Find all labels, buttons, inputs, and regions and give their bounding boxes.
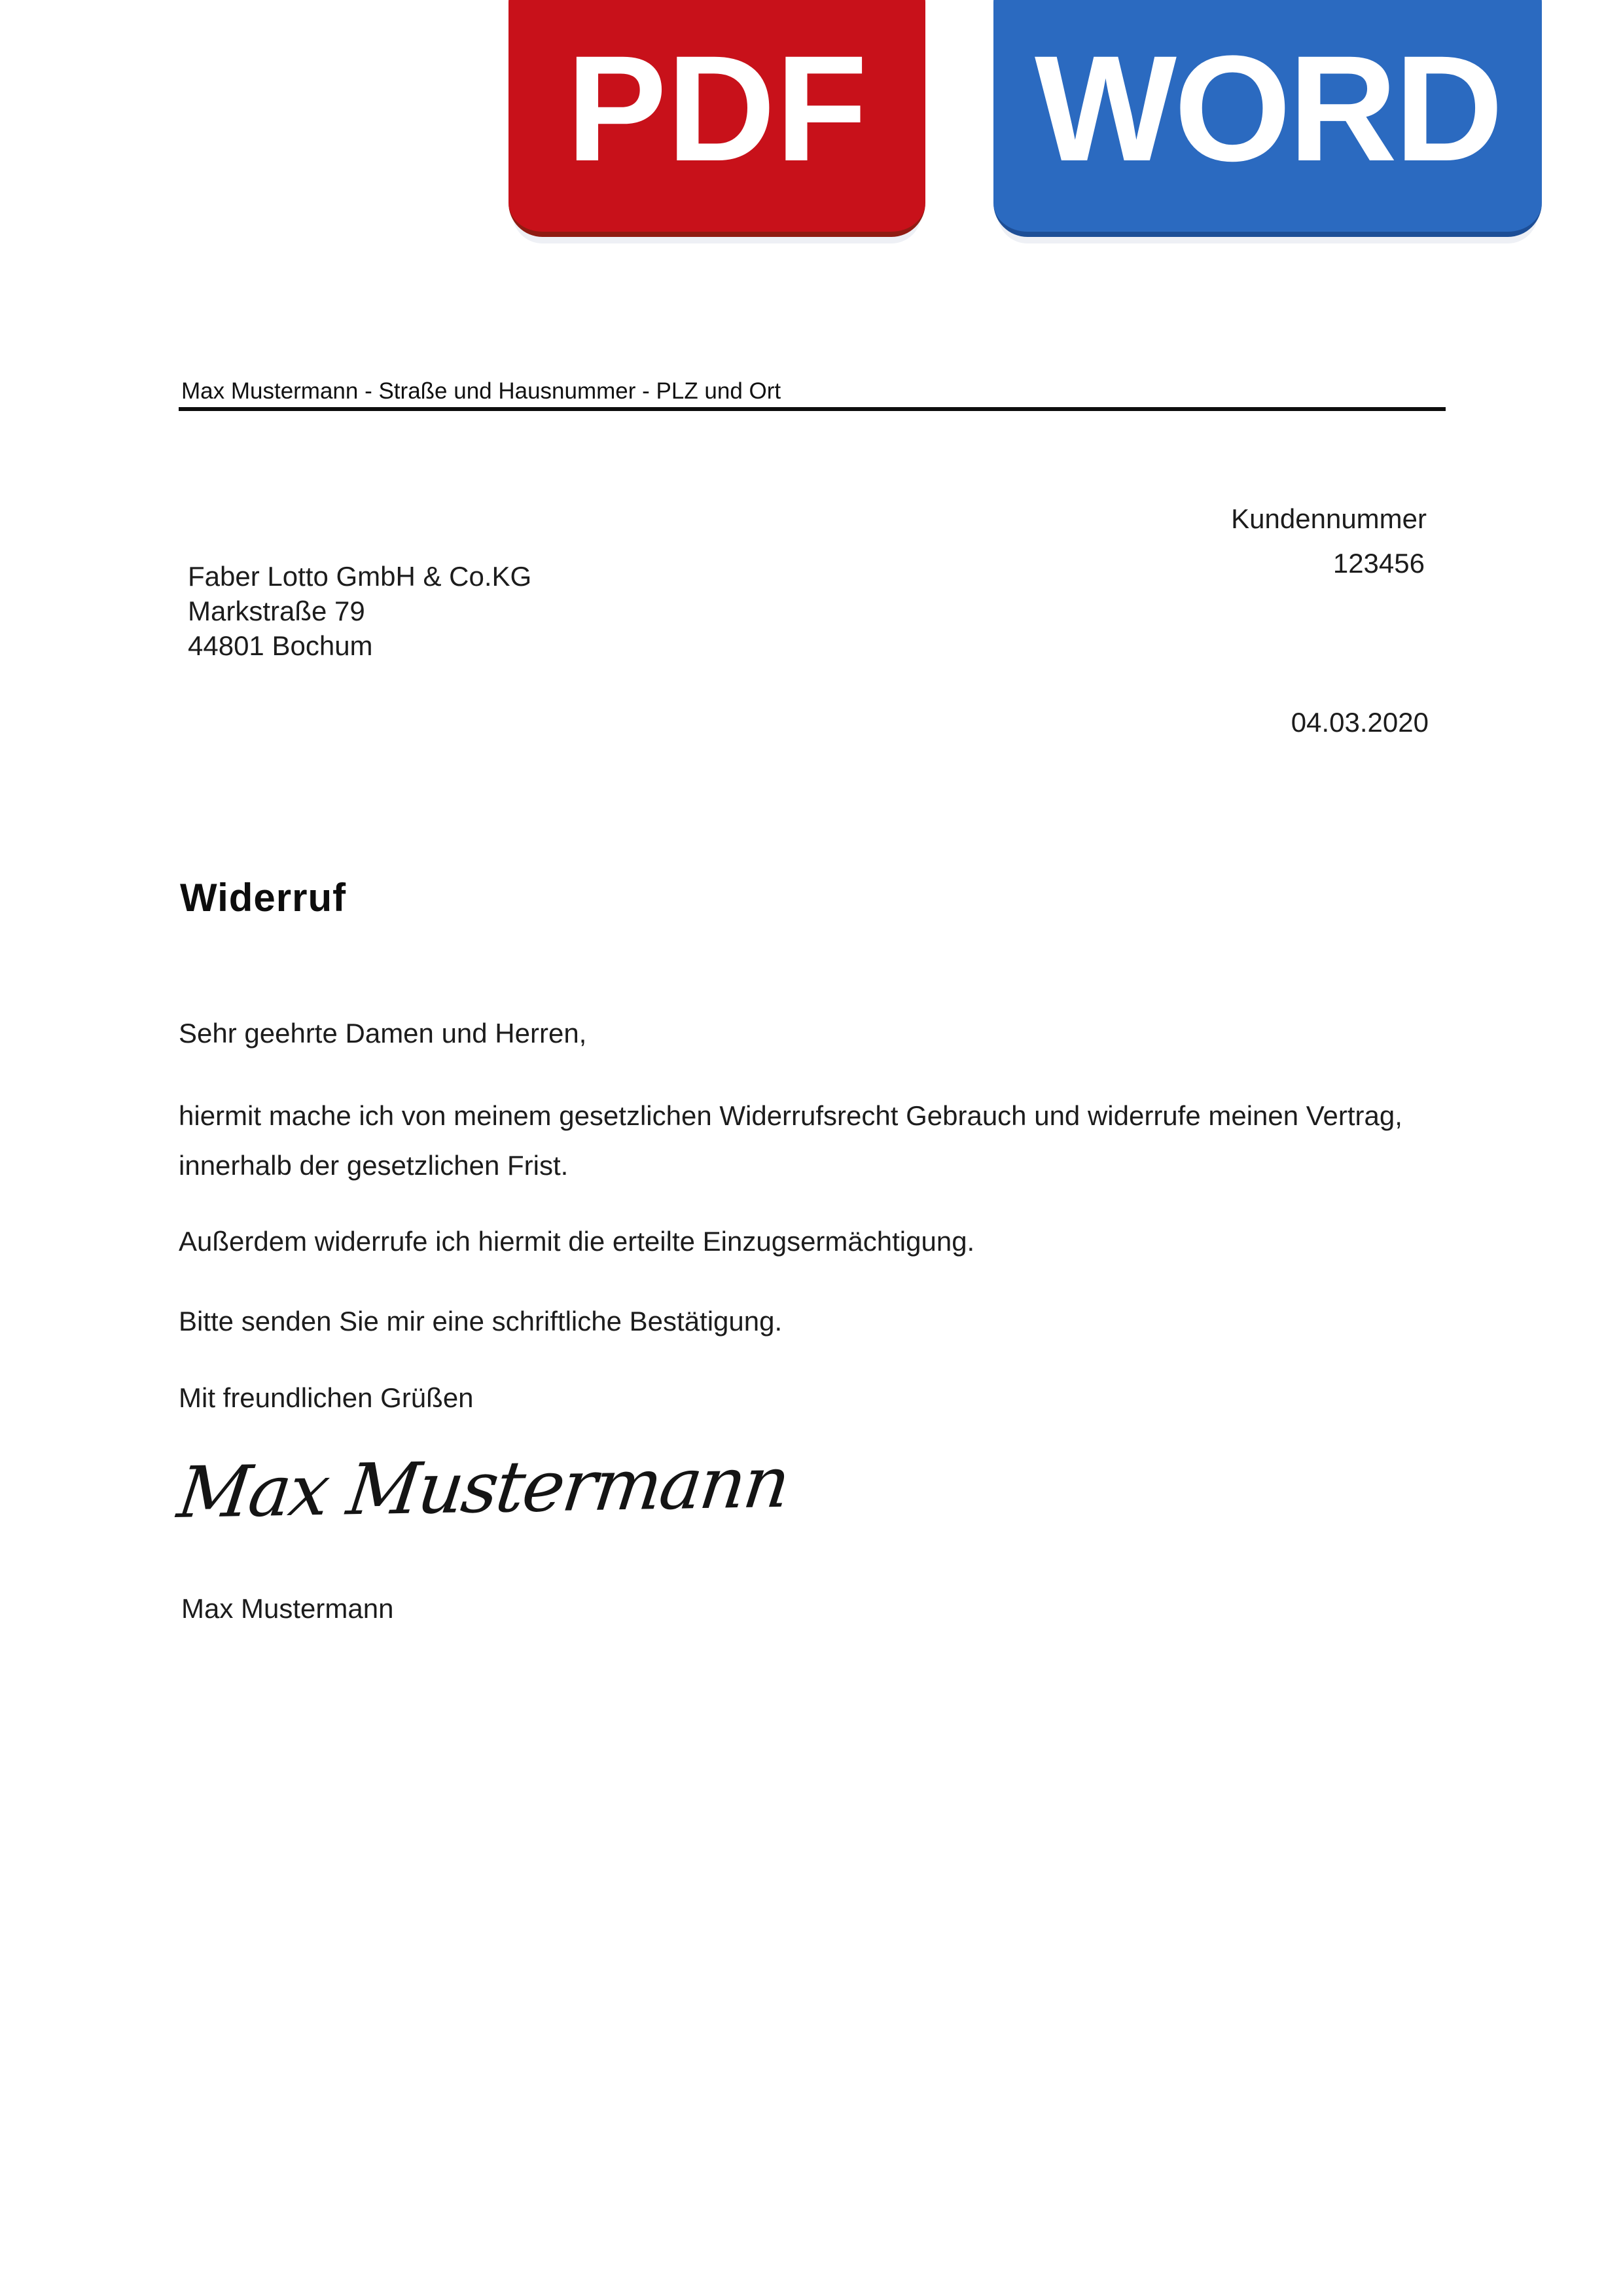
salutation-line: Sehr geehrte Damen und Herren, xyxy=(179,1018,587,1049)
paragraph1-line2: innerhalb der gesetzlichen Frist. xyxy=(179,1150,569,1181)
sender-divider-rule xyxy=(179,407,1446,411)
recipient-street: Markstraße 79 xyxy=(188,596,365,626)
customer-number-value: 123456 xyxy=(1332,548,1425,579)
pdf-download-label: PDF xyxy=(566,24,868,192)
recipient-company: Faber Lotto GmbH & Co.KG xyxy=(188,561,532,592)
closing-line: Mit freundlichen Grüßen xyxy=(179,1382,474,1413)
paragraph1-line1: hiermit mache ich von meinem gesetzlichen Widerrufsrecht Gebrauch und widerrufe meinen Vertrag, xyxy=(179,1100,1402,1131)
sender-address-line: Max Mustermann - Straße und Hausnummer - PLZ und Ort xyxy=(181,378,781,404)
signer-name: Max Mustermann xyxy=(181,1593,394,1624)
pdf-download-button[interactable] xyxy=(508,0,925,237)
paragraph2: Außerdem widerrufe ich hiermit die erteilte Einzugsermächtigung. xyxy=(179,1226,975,1257)
paragraph3: Bitte senden Sie mir eine schriftliche Bestätigung. xyxy=(179,1306,783,1336)
letter-date: 04.03.2020 xyxy=(1291,707,1429,738)
word-download-button[interactable] xyxy=(993,0,1542,237)
recipient-city: 44801 Bochum xyxy=(188,630,373,661)
word-download-label: WORD xyxy=(1034,24,1501,192)
subject-heading: Widerruf xyxy=(180,876,347,920)
customer-number-label: Kundennummer xyxy=(1231,503,1427,534)
handwritten-signature: Max Mustermann xyxy=(173,1441,793,1534)
